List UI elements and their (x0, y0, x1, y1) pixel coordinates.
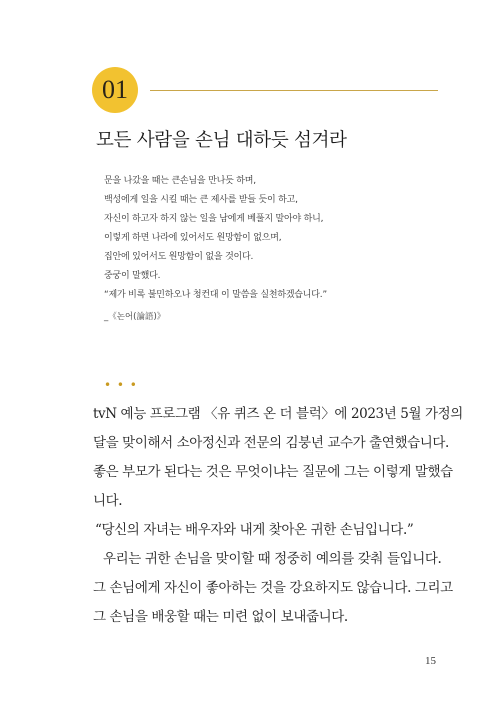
quote-line: 이렇게 하면 나라에 있어서도 원망함이 없으며, (104, 233, 282, 243)
body-line: 그 손님에게 자신이 좋아하는 것을 강요하지도 않습니다. 그리고 (93, 580, 453, 596)
body-line: 니다. (93, 493, 123, 509)
chapter-title: 모든 사람을 손님 대하듯 섬겨라 (96, 130, 347, 151)
quote-line: 백성에게 일을 시킬 때는 큰 제사를 받들 듯이 하고, (104, 195, 298, 205)
body-line: 그 손님을 배웅할 때는 미련 없이 보내줍니다. (93, 609, 348, 625)
chapter-number-badge: 01 (92, 67, 138, 113)
classical-quote (104, 172, 444, 322)
quote-source: _《논어(論語)》 (104, 312, 166, 322)
body-line: 달을 맞이해서 소아정신과 전문의 김붕년 교수가 출연했습니다. (93, 435, 449, 451)
body-line: 좋은 부모가 된다는 것은 무엇이냐는 질문에 그는 이렇게 말했습 (93, 464, 453, 480)
body-line: “당신의 자녀는 배우자와 내게 찾아온 귀한 손님입니다.” (95, 522, 414, 538)
section-separator: • • • (104, 378, 138, 392)
body-paragraphs (93, 400, 463, 632)
quote-line: 자신이 하고자 하지 않는 일을 남에게 베풀지 말아야 하니, (104, 214, 324, 224)
quote-line: 문을 나갔을 때는 큰손님을 만나듯 하며, (104, 176, 256, 186)
quote-line: “제가 비록 불민하오나 청컨대 이 말씀을 실천하겠습니다.” (104, 290, 327, 300)
quote-line: 중궁이 말했다. (104, 271, 161, 281)
body-line: tvN 예능 프로그램 〈유 퀴즈 온 더 블럭〉에 2023년 5월 가정의 (93, 406, 463, 422)
page-number: 15 (425, 655, 436, 667)
chapter-divider (150, 90, 438, 91)
body-line: 우리는 귀한 손님을 맞이할 때 정중히 예의를 갖춰 들입니다. (103, 551, 442, 567)
quote-line: 집안에 있어서도 원망함이 없을 것이다. (104, 252, 254, 262)
